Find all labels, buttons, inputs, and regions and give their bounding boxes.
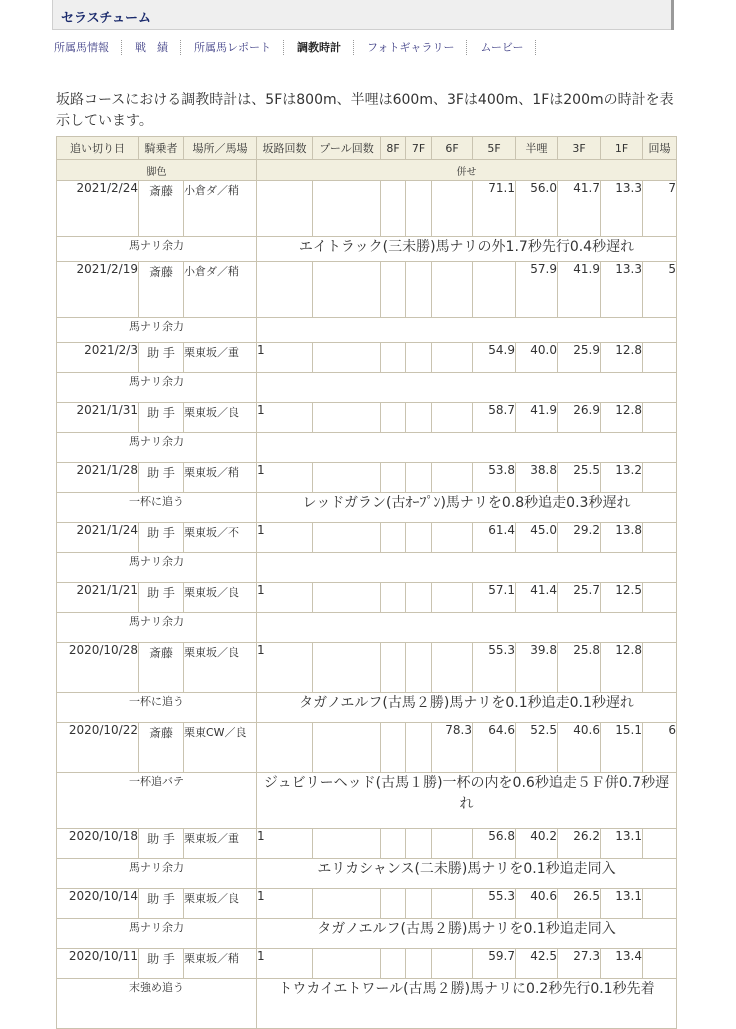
- time-half-mile-cell: 39.8: [516, 643, 558, 693]
- table-row: [57, 829, 677, 859]
- time-1f-cell: 12.8: [601, 403, 643, 433]
- table-subrow: [57, 693, 677, 723]
- table-subrow: [57, 493, 677, 523]
- col-header-5f: 5F: [473, 137, 516, 160]
- time-1f-cell: 13.1: [601, 829, 643, 859]
- time-6f-cell: 78.3: [432, 723, 473, 773]
- condition-cell: 馬ナリ余力: [57, 613, 257, 643]
- time-8f-cell: [381, 343, 406, 373]
- time-6f-cell: [432, 262, 473, 318]
- time-8f-cell: [381, 889, 406, 919]
- table-row: [57, 523, 677, 553]
- condition-cell: 末強め追う: [57, 979, 257, 1029]
- col-header-6f: 6F: [432, 137, 473, 160]
- page-title-bar: [52, 0, 672, 30]
- rider-cell: 助 手: [139, 463, 184, 493]
- time-7f-cell: [406, 463, 432, 493]
- time-5f-cell: 61.4: [473, 523, 516, 553]
- time-half-mile-cell: 40.0: [516, 343, 558, 373]
- pool-count-cell: [313, 889, 381, 919]
- place-cell: 栗東CW／良: [184, 723, 257, 773]
- partner-cell: タガノエルフ(古馬２勝)馬ナリを0.1秒追走同入: [257, 919, 677, 949]
- place-cell: 栗東坂／稍: [184, 463, 257, 493]
- time-1f-cell: 12.5: [601, 583, 643, 613]
- time-8f-cell: [381, 181, 406, 237]
- rider-cell: 助 手: [139, 949, 184, 979]
- date-cell: 2021/1/21: [57, 583, 139, 613]
- date-cell: 2021/2/19: [57, 262, 139, 318]
- position-cell: 7: [643, 181, 677, 237]
- date-cell: 2021/1/28: [57, 463, 139, 493]
- condition-cell: 馬ナリ余力: [57, 373, 257, 403]
- pool-count-cell: [313, 723, 381, 773]
- condition-cell: 馬ナリ余力: [57, 318, 257, 343]
- condition-cell: 一杯追バテ: [57, 773, 257, 829]
- time-3f-cell: 40.6: [558, 723, 601, 773]
- partner-cell: [257, 318, 677, 343]
- col-header-3f: 3F: [558, 137, 601, 160]
- time-5f-cell: 64.6: [473, 723, 516, 773]
- table-subrow: [57, 613, 677, 643]
- position-cell: [643, 343, 677, 373]
- time-6f-cell: [432, 949, 473, 979]
- table-subrow: [57, 318, 677, 343]
- date-cell: 2021/1/24: [57, 523, 139, 553]
- table-subrow: [57, 373, 677, 403]
- place-cell: 栗東坂／稍: [184, 949, 257, 979]
- position-cell: 5: [643, 262, 677, 318]
- time-5f-cell: 54.9: [473, 343, 516, 373]
- place-cell: 小倉ダ／稍: [184, 181, 257, 237]
- time-1f-cell: 13.2: [601, 463, 643, 493]
- slope-count-cell: 1: [257, 403, 313, 433]
- time-5f-cell: 59.7: [473, 949, 516, 979]
- slope-count-cell: 1: [257, 583, 313, 613]
- rider-cell: 助 手: [139, 523, 184, 553]
- col-header-half-mile: 半哩: [516, 137, 558, 160]
- time-7f-cell: [406, 403, 432, 433]
- time-3f-cell: 29.2: [558, 523, 601, 553]
- time-6f-cell: [432, 829, 473, 859]
- time-8f-cell: [381, 463, 406, 493]
- place-cell: 栗東坂／重: [184, 343, 257, 373]
- date-cell: 2021/2/3: [57, 343, 139, 373]
- time-half-mile-cell: 40.2: [516, 829, 558, 859]
- partner-cell: [257, 553, 677, 583]
- table-row: [57, 889, 677, 919]
- time-6f-cell: [432, 583, 473, 613]
- time-7f-cell: [406, 723, 432, 773]
- time-6f-cell: [432, 523, 473, 553]
- rider-cell: 助 手: [139, 829, 184, 859]
- time-5f-cell: 53.8: [473, 463, 516, 493]
- place-cell: 栗東坂／重: [184, 829, 257, 859]
- rider-cell: 助 手: [139, 889, 184, 919]
- slope-count-cell: [257, 723, 313, 773]
- place-cell: 栗東坂／良: [184, 583, 257, 613]
- time-5f-cell: 58.7: [473, 403, 516, 433]
- col-header-7f: 7F: [406, 137, 432, 160]
- table-row: [57, 181, 677, 237]
- time-6f-cell: [432, 403, 473, 433]
- time-1f-cell: 13.3: [601, 181, 643, 237]
- partner-cell: エリカシャンス(二未勝)馬ナリを0.1秒追走同入: [257, 859, 677, 889]
- time-3f-cell: 25.9: [558, 343, 601, 373]
- partner-cell: トウカイエトワール(古馬２勝)馬ナリに0.2秒先行0.1秒先着: [257, 979, 677, 1029]
- col-header-date: 追い切り日: [57, 137, 139, 160]
- place-cell: 栗東坂／良: [184, 889, 257, 919]
- rider-cell: 助 手: [139, 403, 184, 433]
- pool-count-cell: [313, 403, 381, 433]
- subheader-row: [57, 160, 677, 181]
- rider-cell: 斎藤: [139, 181, 184, 237]
- date-cell: 2021/1/31: [57, 403, 139, 433]
- pool-count-cell: [313, 181, 381, 237]
- time-1f-cell: 13.4: [601, 949, 643, 979]
- tab-horse-info[interactable]: 所属馬情報: [52, 39, 122, 55]
- rider-cell: 助 手: [139, 343, 184, 373]
- time-7f-cell: [406, 523, 432, 553]
- condition-cell: 馬ナリ余力: [57, 859, 257, 889]
- table-row: [57, 343, 677, 373]
- time-3f-cell: 25.7: [558, 583, 601, 613]
- partner-cell: [257, 373, 677, 403]
- intro-text: 坂路コースにおける調教時計は、5Fは800m、半哩は600m、3Fは400m、1Fは200mの時計を表示しています。: [56, 92, 674, 129]
- pool-count-cell: [313, 343, 381, 373]
- title-bar-edge: [671, 0, 674, 30]
- time-7f-cell: [406, 583, 432, 613]
- position-cell: [643, 829, 677, 859]
- condition-cell: 馬ナリ余力: [57, 237, 257, 262]
- col-header-position: 回場: [643, 137, 677, 160]
- tab-movie[interactable]: ムービー: [467, 39, 536, 55]
- partner-cell: エイトラック(三未勝)馬ナリの外1.7秒先行0.4秒遅れ: [257, 237, 677, 262]
- time-6f-cell: [432, 889, 473, 919]
- table-row: [57, 643, 677, 693]
- time-7f-cell: [406, 889, 432, 919]
- rider-cell: 斎藤: [139, 643, 184, 693]
- time-3f-cell: 25.5: [558, 463, 601, 493]
- table-subrow: [57, 979, 677, 1029]
- condition-cell: 一杯に追う: [57, 493, 257, 523]
- time-3f-cell: 41.9: [558, 262, 601, 318]
- time-half-mile-cell: 45.0: [516, 523, 558, 553]
- pool-count-cell: [313, 949, 381, 979]
- time-3f-cell: 41.7: [558, 181, 601, 237]
- time-5f-cell: 56.8: [473, 829, 516, 859]
- col-header-8f: 8F: [381, 137, 406, 160]
- time-8f-cell: [381, 723, 406, 773]
- table-row: [57, 583, 677, 613]
- pool-count-cell: [313, 643, 381, 693]
- time-6f-cell: [432, 463, 473, 493]
- date-cell: 2020/10/11: [57, 949, 139, 979]
- table-row: [57, 403, 677, 433]
- tab-race-record[interactable]: 戦 績: [122, 39, 181, 55]
- time-half-mile-cell: 40.6: [516, 889, 558, 919]
- date-cell: 2021/2/24: [57, 181, 139, 237]
- position-cell: [643, 463, 677, 493]
- col-header-condition: 脚色: [57, 160, 257, 181]
- time-8f-cell: [381, 262, 406, 318]
- position-cell: [643, 949, 677, 979]
- slope-count-cell: [257, 262, 313, 318]
- training-table: [56, 136, 677, 1029]
- partner-cell: [257, 433, 677, 463]
- slope-count-cell: 1: [257, 829, 313, 859]
- time-7f-cell: [406, 643, 432, 693]
- table-subrow: [57, 553, 677, 583]
- time-8f-cell: [381, 583, 406, 613]
- table-row: [57, 463, 677, 493]
- position-cell: [643, 643, 677, 693]
- time-1f-cell: 12.8: [601, 343, 643, 373]
- time-half-mile-cell: 38.8: [516, 463, 558, 493]
- partner-cell: ジュビリーヘッド(古馬１勝)一杯の内を0.6秒追走５Ｆ併0.7秒遅れ: [257, 773, 677, 829]
- time-half-mile-cell: 56.0: [516, 181, 558, 237]
- date-cell: 2020/10/22: [57, 723, 139, 773]
- time-half-mile-cell: 52.5: [516, 723, 558, 773]
- slope-count-cell: 1: [257, 949, 313, 979]
- col-header-pool-count: プール回数: [313, 137, 381, 160]
- time-1f-cell: 13.8: [601, 523, 643, 553]
- place-cell: 小倉ダ／稍: [184, 262, 257, 318]
- time-3f-cell: 26.2: [558, 829, 601, 859]
- time-7f-cell: [406, 181, 432, 237]
- col-header-slope-count: 坂路回数: [257, 137, 313, 160]
- pool-count-cell: [313, 523, 381, 553]
- slope-count-cell: 1: [257, 463, 313, 493]
- time-6f-cell: [432, 343, 473, 373]
- time-8f-cell: [381, 643, 406, 693]
- time-7f-cell: [406, 829, 432, 859]
- time-half-mile-cell: 57.9: [516, 262, 558, 318]
- time-3f-cell: 27.3: [558, 949, 601, 979]
- col-header-1f: 1F: [601, 137, 643, 160]
- position-cell: [643, 583, 677, 613]
- table-row: [57, 262, 677, 318]
- place-cell: 栗東坂／不: [184, 523, 257, 553]
- slope-count-cell: 1: [257, 643, 313, 693]
- date-cell: 2020/10/28: [57, 643, 139, 693]
- time-5f-cell: 55.3: [473, 889, 516, 919]
- page-title: セラスチューム: [61, 11, 151, 26]
- table-subrow: [57, 859, 677, 889]
- partner-cell: [257, 613, 677, 643]
- time-8f-cell: [381, 523, 406, 553]
- position-cell: [643, 889, 677, 919]
- time-half-mile-cell: 41.9: [516, 403, 558, 433]
- time-half-mile-cell: 42.5: [516, 949, 558, 979]
- table-subrow: [57, 433, 677, 463]
- time-5f-cell: 57.1: [473, 583, 516, 613]
- tab-photo-gallery[interactable]: フォトギャラリー: [354, 39, 467, 55]
- condition-cell: 馬ナリ余力: [57, 433, 257, 463]
- table-subrow: [57, 919, 677, 949]
- tab-horse-report[interactable]: 所属馬レポート: [181, 39, 284, 55]
- partner-cell: タガノエルフ(古馬２勝)馬ナリを0.1秒追走0.1秒遅れ: [257, 693, 677, 723]
- slope-count-cell: 1: [257, 523, 313, 553]
- header-row: [57, 137, 677, 160]
- time-5f-cell: 71.1: [473, 181, 516, 237]
- time-7f-cell: [406, 343, 432, 373]
- place-cell: 栗東坂／良: [184, 643, 257, 693]
- rider-cell: 助 手: [139, 583, 184, 613]
- slope-count-cell: 1: [257, 889, 313, 919]
- date-cell: 2020/10/14: [57, 889, 139, 919]
- table-subrow: [57, 773, 677, 829]
- partner-cell: レッドガラン(古ｵｰﾌﾟﾝ)馬ナリを0.8秒追走0.3秒遅れ: [257, 493, 677, 523]
- condition-cell: 一杯に追う: [57, 693, 257, 723]
- time-1f-cell: 12.8: [601, 643, 643, 693]
- col-header-rider: 騎乗者: [139, 137, 184, 160]
- col-header-partner: 併せ: [257, 160, 677, 181]
- time-6f-cell: [432, 643, 473, 693]
- pool-count-cell: [313, 463, 381, 493]
- place-cell: 栗東坂／良: [184, 403, 257, 433]
- time-1f-cell: 15.1: [601, 723, 643, 773]
- table-row: [57, 723, 677, 773]
- slope-count-cell: 1: [257, 343, 313, 373]
- rider-cell: 斎藤: [139, 723, 184, 773]
- table-row: [57, 949, 677, 979]
- time-5f-cell: [473, 262, 516, 318]
- position-cell: 6: [643, 723, 677, 773]
- pool-count-cell: [313, 583, 381, 613]
- time-3f-cell: 25.8: [558, 643, 601, 693]
- time-8f-cell: [381, 949, 406, 979]
- time-3f-cell: 26.5: [558, 889, 601, 919]
- slope-count-cell: [257, 181, 313, 237]
- condition-cell: 馬ナリ余力: [57, 919, 257, 949]
- time-6f-cell: [432, 181, 473, 237]
- time-8f-cell: [381, 829, 406, 859]
- time-7f-cell: [406, 262, 432, 318]
- position-cell: [643, 403, 677, 433]
- time-8f-cell: [381, 403, 406, 433]
- condition-cell: 馬ナリ余力: [57, 553, 257, 583]
- col-header-place: 場所／馬場: [184, 137, 257, 160]
- pool-count-cell: [313, 829, 381, 859]
- tab-bar: [52, 38, 536, 56]
- time-1f-cell: 13.1: [601, 889, 643, 919]
- time-5f-cell: 55.3: [473, 643, 516, 693]
- time-half-mile-cell: 41.4: [516, 583, 558, 613]
- tab-training-times[interactable]: 調教時計: [284, 39, 354, 55]
- pool-count-cell: [313, 262, 381, 318]
- time-7f-cell: [406, 949, 432, 979]
- table-subrow: [57, 237, 677, 262]
- time-3f-cell: 26.9: [558, 403, 601, 433]
- time-1f-cell: 13.3: [601, 262, 643, 318]
- date-cell: 2020/10/18: [57, 829, 139, 859]
- rider-cell: 斎藤: [139, 262, 184, 318]
- position-cell: [643, 523, 677, 553]
